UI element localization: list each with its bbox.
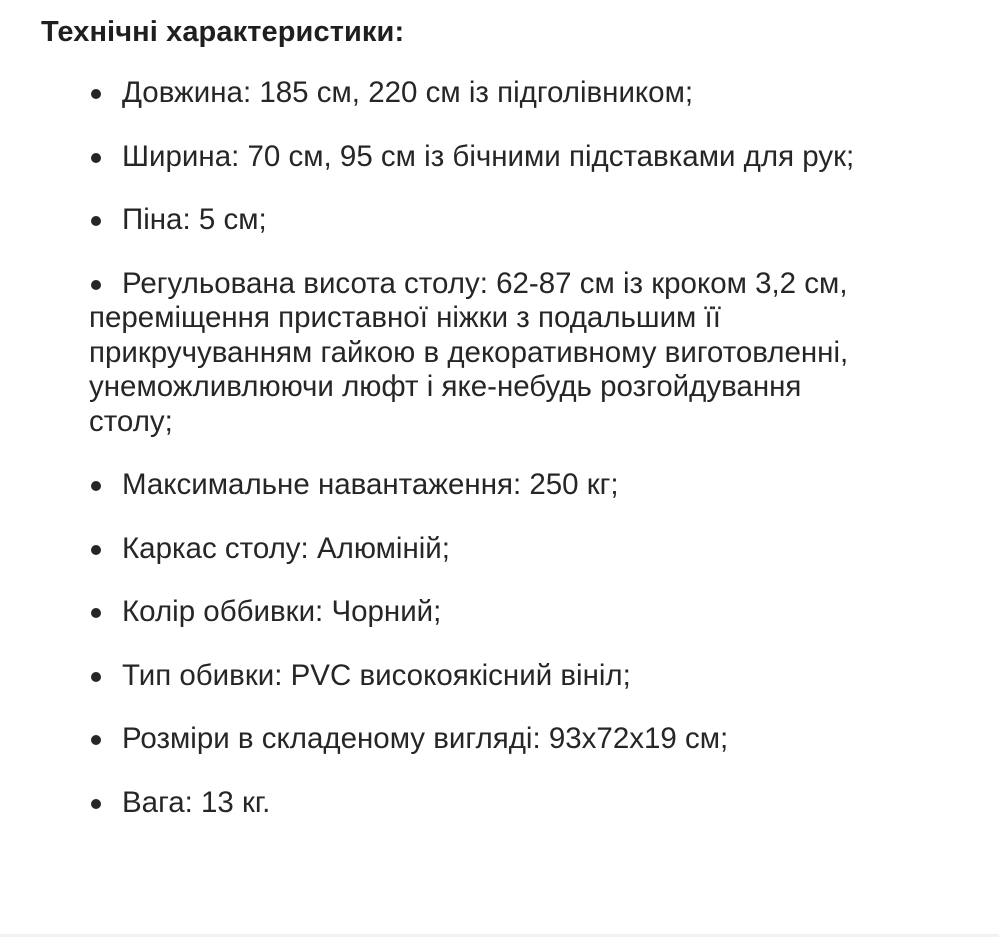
bullet-icon bbox=[91, 799, 101, 809]
spec-folded-size bbox=[89, 722, 889, 757]
spec-foam bbox=[89, 203, 889, 238]
spec-text: Вага: 13 кг. bbox=[122, 785, 271, 819]
spec-text: Довжина: 185 см, 220 см із підголівником; bbox=[122, 76, 694, 109]
spec-max-load bbox=[89, 468, 889, 503]
specs-heading: Технічні характеристики: bbox=[41, 16, 405, 48]
spec-upholstery-type bbox=[89, 659, 889, 694]
spec-text: Ширина: 70 см, 95 см із бічними підставками для рук; bbox=[122, 139, 855, 173]
spec-text: Розміри в складеному вигляді: 93х72х19 см; bbox=[122, 722, 729, 755]
spec-width bbox=[89, 140, 889, 175]
spec-height bbox=[89, 267, 889, 440]
bullet-icon bbox=[91, 216, 101, 226]
bullet-icon bbox=[91, 153, 101, 163]
bullet-icon bbox=[91, 672, 101, 682]
spec-text: Регульована висота столу: 62-87 см із кроком 3,2 см, переміщення приставної ніжки з подальшим її прикручуванням гайкою в декоративному виготовленні, унеможливлюючи люфт і яке-небудь розгойдування столу; bbox=[89, 266, 849, 438]
spec-text: Каркас столу: Алюміній; bbox=[122, 531, 450, 565]
spec-frame bbox=[89, 532, 889, 567]
bullet-icon bbox=[91, 608, 101, 618]
spec-length bbox=[89, 76, 889, 111]
bullet-icon bbox=[91, 89, 101, 99]
bullet-icon bbox=[91, 735, 101, 745]
bullet-icon bbox=[91, 280, 101, 290]
spec-text: Колір оббивки: Чорний; bbox=[122, 595, 442, 628]
spec-text: Тип обивки: PVC високоякісний вініл; bbox=[122, 658, 631, 692]
specs-list bbox=[89, 76, 889, 849]
bullet-icon bbox=[91, 481, 101, 491]
spec-text: Піна: 5 см; bbox=[122, 203, 267, 236]
spec-upholstery-color bbox=[89, 595, 889, 630]
spec-text: Максимальне навантаження: 250 кг; bbox=[122, 468, 619, 501]
bullet-icon bbox=[91, 545, 101, 555]
spec-weight bbox=[89, 786, 889, 821]
